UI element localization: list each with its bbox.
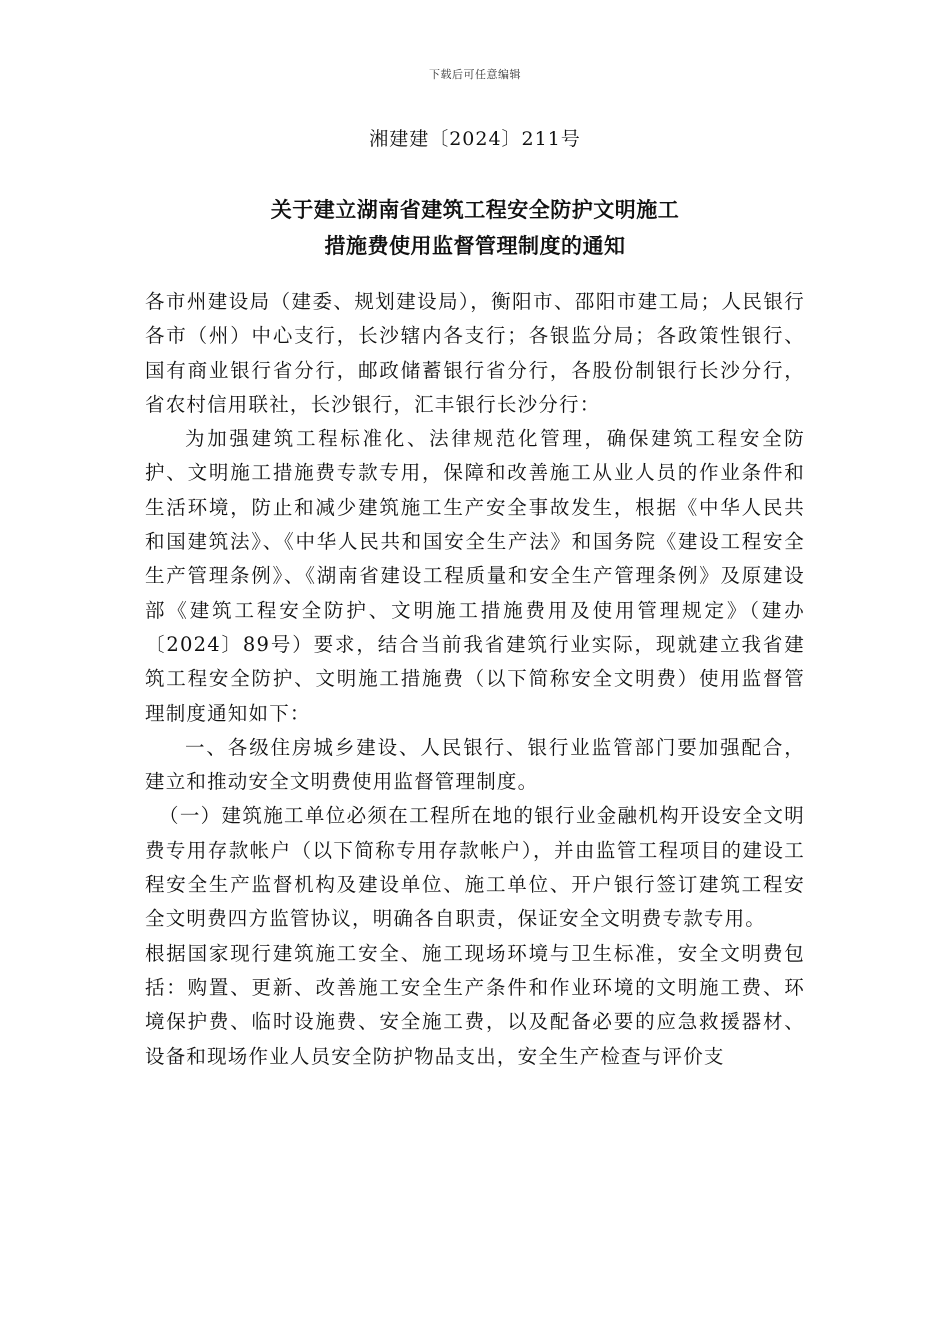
document-body (145, 285, 805, 1074)
title-line-1: 关于建立湖南省建筑工程安全防护文明施工 (270, 197, 680, 222)
document-title (0, 192, 950, 264)
item-1-paragraph: （一）建筑施工单位必须在工程所在地的银行业金融机构开设安全文明费专用存款帐户（以下简称专用存款帐户），并由监管工程项目的建设工程安全生产监督机构及建设单位、施工单位、开户银行签订建筑工程安全文明费四方监管协议，明确各自职责，保证安全文明费专款专用。 (145, 804, 805, 931)
title-line-2: 措施费使用监督管理制度的通知 (324, 233, 626, 258)
section-1-paragraph: 一、各级住房城乡建设、人民银行、银行业监管部门要加强配合，建立和推动安全文明费使用监督管理制度。 (145, 735, 805, 794)
document-number: 湘建建〔2024〕211号 (369, 128, 581, 150)
scope-paragraph: 根据国家现行建筑施工安全、施工现场环境与卫生标准，安全文明费包括：购置、更新、改善施工安全生产条件和作业环境的文明施工费、环境保护费、临时设施费、安全施工费，以及配备必要的应急救援器材、设备和现场作业人员安全防护物品支出，安全生产检查与评价支 (145, 941, 805, 1068)
header-note: 下载后可任意编辑 (429, 68, 521, 81)
intro-paragraph: 为加强建筑工程标准化、法律规范化管理，确保建筑工程安全防护、文明施工措施费专款专用，保障和改善施工从业人员的作业条件和生活环境，防止和减少建筑施工生产安全事故发生，根据《中华人民共和国建筑法》、《中华人民共和国安全生产法》和国务院《建设工程安全生产管理条例》、《湖南省建设工程质量和安全生产管理条例》及原建设部《建筑工程安全防护、文明施工措施费用及使用管理规定》（建办〔2024〕89号）要求，结合当前我省建筑行业实际，现就建立我省建筑工程安全防护、文明施工措施费（以下简称安全文明费）使用监督管理制度通知如下： (145, 427, 805, 725)
addressees-paragraph: 各市州建设局（建委、规划建设局），衡阳市、邵阳市建工局；人民银行各市（州）中心支行，长沙辖内各支行；各银监分局；各政策性银行、国有商业银行省分行，邮政储蓄银行省分行，各股份制银行长沙分行，省农村信用联社，长沙银行，汇丰银行长沙分行： (145, 290, 805, 416)
